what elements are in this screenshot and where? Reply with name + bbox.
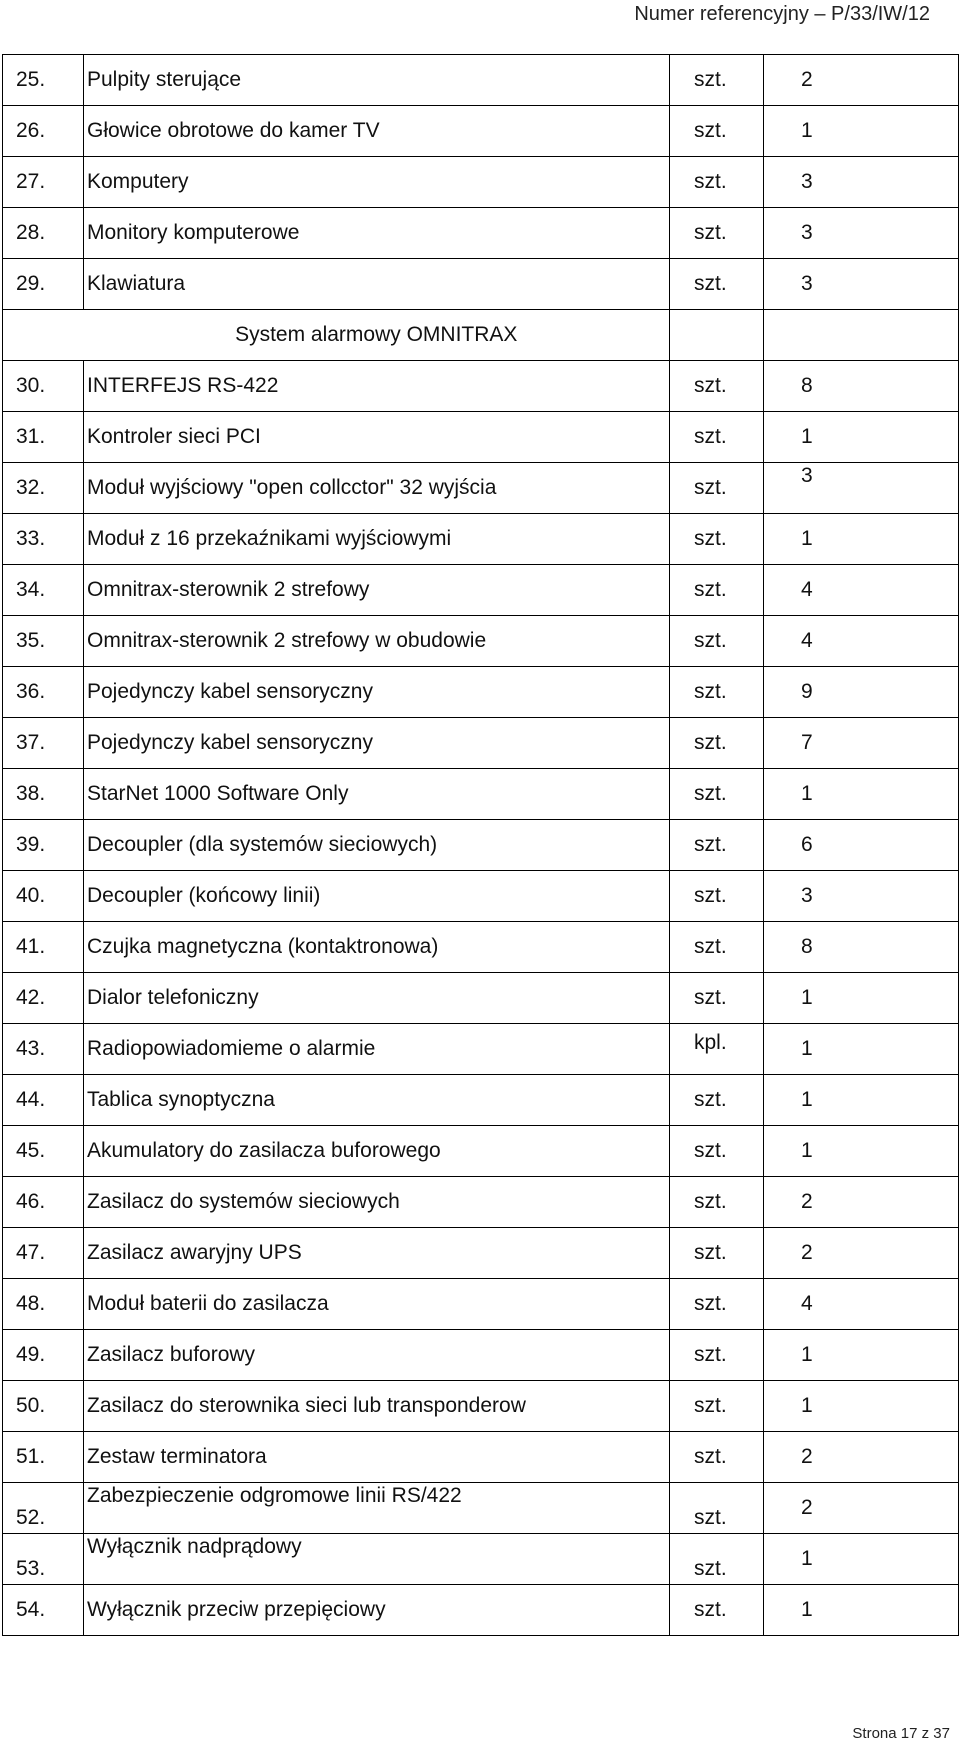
row-number-cell <box>3 820 84 871</box>
row-number: 35. <box>16 629 46 652</box>
quantity-cell <box>764 871 959 922</box>
row-number: 34. <box>16 578 46 601</box>
quantity-cell <box>764 361 959 412</box>
quantity-cell <box>764 463 959 514</box>
quantity-cell <box>764 1075 959 1126</box>
table-row <box>3 1228 959 1279</box>
unit-cell <box>670 1483 764 1534</box>
item-name: Monitory komputerowe <box>87 221 300 244</box>
unit: szt. <box>694 119 727 142</box>
reference-number: Numer referencyjny – P/33/IW/12 <box>634 3 930 25</box>
unit: szt. <box>694 935 727 958</box>
unit: szt. <box>694 527 727 550</box>
unit: szt. <box>694 170 727 193</box>
unit: szt. <box>694 1445 727 1468</box>
unit-cell <box>670 463 764 514</box>
row-number: 48. <box>16 1292 46 1315</box>
item-name-cell <box>84 1381 670 1432</box>
row-number-cell <box>3 1330 84 1381</box>
unit: szt. <box>694 578 727 601</box>
row-number: 45. <box>16 1139 46 1162</box>
quantity: 7 <box>801 731 813 754</box>
quantity-cell <box>764 922 959 973</box>
row-number-cell <box>3 157 84 208</box>
row-number-cell <box>3 1024 84 1075</box>
unit-cell <box>670 1432 764 1483</box>
item-name-cell <box>84 106 670 157</box>
item-name-cell <box>84 871 670 922</box>
table-row <box>3 820 959 871</box>
row-number-cell <box>3 1228 84 1279</box>
item-name: Zasilacz buforowy <box>87 1343 256 1366</box>
quantity: 1 <box>801 1088 813 1111</box>
quantity-cell <box>764 718 959 769</box>
quantity: 2 <box>801 68 813 91</box>
row-number-cell <box>3 922 84 973</box>
unit: szt. <box>694 731 727 754</box>
table-row <box>3 463 959 514</box>
item-name-cell <box>84 1177 670 1228</box>
row-number-cell <box>3 718 84 769</box>
row-number-cell <box>3 1483 84 1534</box>
quantity: 3 <box>801 464 813 487</box>
quantity-cell <box>764 1024 959 1075</box>
quantity-cell <box>764 208 959 259</box>
item-name: Głowice obrotowe do kamer TV <box>87 119 380 142</box>
quantity: 1 <box>801 1139 813 1162</box>
quantity: 1 <box>801 1547 813 1570</box>
quantity: 1 <box>801 782 813 805</box>
quantity-cell <box>764 1585 959 1636</box>
table-row <box>3 718 959 769</box>
unit-cell <box>670 412 764 463</box>
item-name: Moduł baterii do zasilacza <box>87 1292 329 1315</box>
unit-cell <box>670 1330 764 1381</box>
row-number: 33. <box>16 527 46 550</box>
item-name-cell <box>84 463 670 514</box>
section-cell-blank <box>670 310 764 361</box>
quantity: 2 <box>801 1241 813 1264</box>
quantity: 9 <box>801 680 813 703</box>
quantity: 8 <box>801 935 813 958</box>
row-number-cell <box>3 1126 84 1177</box>
unit-cell <box>670 1177 764 1228</box>
item-name-cell <box>84 769 670 820</box>
item-name: Czujka magnetyczna (kontaktronowa) <box>87 935 439 958</box>
unit: szt. <box>694 1343 727 1366</box>
unit-cell <box>670 1534 764 1585</box>
row-number: 39. <box>16 833 46 856</box>
row-number: 32. <box>16 476 46 499</box>
quantity-cell <box>764 769 959 820</box>
item-name-cell <box>84 667 670 718</box>
unit: szt. <box>694 272 727 295</box>
quantity-cell <box>764 106 959 157</box>
row-number-cell <box>3 412 84 463</box>
item-name-cell <box>84 361 670 412</box>
unit-cell <box>670 1585 764 1636</box>
item-name-cell <box>84 1126 670 1177</box>
unit: szt. <box>694 68 727 91</box>
item-name-cell <box>84 1279 670 1330</box>
quantity: 6 <box>801 833 813 856</box>
row-number-cell <box>3 1432 84 1483</box>
quantity: 2 <box>801 1496 813 1519</box>
quantity: 1 <box>801 986 813 1009</box>
unit: szt. <box>694 680 727 703</box>
item-name: Decoupler (końcowy linii) <box>87 884 321 907</box>
unit: szt. <box>694 629 727 652</box>
quantity: 1 <box>801 425 813 448</box>
item-name-cell <box>84 1483 670 1534</box>
unit: szt. <box>694 884 727 907</box>
item-name: Zasilacz do systemów sieciowych <box>87 1190 400 1213</box>
row-number: 43. <box>16 1037 46 1060</box>
row-number-cell <box>3 55 84 106</box>
item-name-cell <box>84 1534 670 1585</box>
row-number: 31. <box>16 425 46 448</box>
quantity-cell <box>764 259 959 310</box>
table-row <box>3 769 959 820</box>
row-number-cell <box>3 514 84 565</box>
quantity: 2 <box>801 1445 813 1468</box>
item-name: INTERFEJS RS-422 <box>87 374 279 397</box>
row-number-cell <box>3 1279 84 1330</box>
quantity-cell <box>764 514 959 565</box>
unit-cell <box>670 871 764 922</box>
unit-cell <box>670 1126 764 1177</box>
unit-cell <box>670 106 764 157</box>
quantity-cell <box>764 565 959 616</box>
unit-cell <box>670 361 764 412</box>
row-number-cell <box>3 769 84 820</box>
item-name-cell <box>84 1024 670 1075</box>
table-row <box>3 1534 959 1585</box>
row-number: 41. <box>16 935 46 958</box>
quantity: 1 <box>801 1343 813 1366</box>
equipment-table <box>2 54 959 1636</box>
item-name: Zasilacz awaryjny UPS <box>87 1241 302 1264</box>
unit-cell <box>670 208 764 259</box>
row-number: 28. <box>16 221 46 244</box>
section-row <box>3 310 959 361</box>
unit: szt. <box>694 1394 727 1417</box>
row-number: 40. <box>16 884 46 907</box>
item-name-cell <box>84 616 670 667</box>
row-number-cell <box>3 259 84 310</box>
unit-cell <box>670 1024 764 1075</box>
unit: szt. <box>694 1088 727 1111</box>
row-number: 42. <box>16 986 46 1009</box>
row-number: 36. <box>16 680 46 703</box>
item-name: Wyłącznik przeciw przepięciowy <box>87 1598 386 1621</box>
item-name-cell <box>84 157 670 208</box>
item-name-cell <box>84 1228 670 1279</box>
row-number-cell <box>3 973 84 1024</box>
item-name-cell <box>84 208 670 259</box>
unit-cell <box>670 1279 764 1330</box>
item-name: Decoupler (dla systemów sieciowych) <box>87 833 438 856</box>
quantity-cell <box>764 973 959 1024</box>
row-number-cell <box>3 667 84 718</box>
quantity: 3 <box>801 221 813 244</box>
quantity-cell <box>764 55 959 106</box>
item-name: Wyłącznik nadprądowy <box>87 1535 302 1558</box>
unit-cell <box>670 55 764 106</box>
unit: szt. <box>694 1190 727 1213</box>
unit: szt. <box>694 1241 727 1264</box>
row-number-cell <box>3 361 84 412</box>
unit-cell <box>670 1075 764 1126</box>
quantity-cell <box>764 1432 959 1483</box>
item-name-cell <box>84 1585 670 1636</box>
quantity-cell <box>764 667 959 718</box>
quantity-cell <box>764 412 959 463</box>
unit: szt. <box>694 1506 727 1529</box>
item-name: Komputery <box>87 170 189 193</box>
item-name: Zestaw terminatora <box>87 1445 267 1468</box>
item-name: Moduł wyjściowy "open collcctor" 32 wyjścia <box>87 476 497 499</box>
unit: szt. <box>694 476 727 499</box>
item-name: Zasilacz do sterownika sieci lub transponderow <box>87 1394 526 1417</box>
table-row <box>3 1126 959 1177</box>
unit: szt. <box>694 1139 727 1162</box>
quantity: 1 <box>801 1394 813 1417</box>
table-row <box>3 1381 959 1432</box>
item-name: Pulpity sterujące <box>87 68 242 91</box>
unit-cell <box>670 922 764 973</box>
quantity: 2 <box>801 1190 813 1213</box>
item-name: Radiopowiadomieme o alarmie <box>87 1037 376 1060</box>
row-number: 51. <box>16 1445 46 1468</box>
row-number: 30. <box>16 374 46 397</box>
unit: szt. <box>694 833 727 856</box>
quantity-cell <box>764 820 959 871</box>
row-number: 29. <box>16 272 46 295</box>
item-name: Zabezpieczenie odgromowe linii RS/422 <box>87 1484 462 1507</box>
row-number: 44. <box>16 1088 46 1111</box>
item-name: Moduł z 16 przekaźnikami wyjściowymi <box>87 527 452 550</box>
quantity-cell <box>764 1483 959 1534</box>
unit-cell <box>670 157 764 208</box>
item-name: Kontroler sieci PCI <box>87 425 261 448</box>
table-row <box>3 55 959 106</box>
table-row <box>3 922 959 973</box>
item-name-cell <box>84 412 670 463</box>
item-name: Tablica synoptyczna <box>87 1088 275 1111</box>
table-row <box>3 1585 959 1636</box>
unit: szt. <box>694 1557 727 1580</box>
quantity: 3 <box>801 170 813 193</box>
unit-cell <box>670 820 764 871</box>
quantity-cell <box>764 1177 959 1228</box>
row-number-cell <box>3 1381 84 1432</box>
item-name-cell <box>84 1432 670 1483</box>
quantity: 4 <box>801 1292 813 1315</box>
section-cell-blank <box>764 310 959 361</box>
quantity-cell <box>764 616 959 667</box>
table-row <box>3 1024 959 1075</box>
table-row <box>3 361 959 412</box>
row-number-cell <box>3 1177 84 1228</box>
row-number: 53. <box>16 1557 46 1580</box>
row-number: 26. <box>16 119 46 142</box>
quantity-cell <box>764 1330 959 1381</box>
table-row <box>3 1075 959 1126</box>
item-name: Dialor telefoniczny <box>87 986 259 1009</box>
page-number: Strona 17 z 37 <box>852 1725 950 1742</box>
table-row <box>3 667 959 718</box>
table-row <box>3 871 959 922</box>
unit-cell <box>670 973 764 1024</box>
row-number-cell <box>3 208 84 259</box>
unit: szt. <box>694 221 727 244</box>
unit-cell <box>670 565 764 616</box>
quantity-cell <box>764 1126 959 1177</box>
row-number-cell <box>3 871 84 922</box>
table-row <box>3 1432 959 1483</box>
item-name: StarNet 1000 Software Only <box>87 782 349 805</box>
row-number: 46. <box>16 1190 46 1213</box>
row-number: 25. <box>16 68 46 91</box>
item-name: Omnitrax-sterownik 2 strefowy w obudowie <box>87 629 487 652</box>
row-number-cell <box>3 1075 84 1126</box>
unit-cell <box>670 514 764 565</box>
table-row <box>3 565 959 616</box>
item-name-cell <box>84 565 670 616</box>
table-row <box>3 973 959 1024</box>
unit: kpl. <box>694 1031 727 1054</box>
quantity-cell <box>764 1279 959 1330</box>
table-row <box>3 1483 959 1534</box>
quantity-cell <box>764 1381 959 1432</box>
row-number-cell <box>3 565 84 616</box>
unit-cell <box>670 769 764 820</box>
item-name-cell <box>84 514 670 565</box>
row-number: 49. <box>16 1343 46 1366</box>
table-row <box>3 1279 959 1330</box>
row-number: 37. <box>16 731 46 754</box>
table-row <box>3 106 959 157</box>
table-row <box>3 157 959 208</box>
row-number: 52. <box>16 1506 46 1529</box>
section-cell-blank <box>3 310 84 361</box>
row-number-cell <box>3 106 84 157</box>
table-row <box>3 1330 959 1381</box>
section-title: System alarmowy OMNITRAX <box>84 310 670 361</box>
unit-cell <box>670 1228 764 1279</box>
unit: szt. <box>694 1598 727 1621</box>
item-name: Pojedynczy kabel sensoryczny <box>87 680 373 703</box>
quantity: 1 <box>801 119 813 142</box>
item-name: Klawiatura <box>87 272 186 295</box>
item-name-cell <box>84 922 670 973</box>
row-number-cell <box>3 463 84 514</box>
table-row <box>3 616 959 667</box>
row-number-cell <box>3 1585 84 1636</box>
item-name: Pojedynczy kabel sensoryczny <box>87 731 373 754</box>
unit-cell <box>670 259 764 310</box>
row-number: 38. <box>16 782 46 805</box>
unit: szt. <box>694 986 727 1009</box>
unit: szt. <box>694 782 727 805</box>
row-number: 54. <box>16 1598 46 1621</box>
row-number: 27. <box>16 170 46 193</box>
quantity-cell <box>764 1228 959 1279</box>
quantity: 1 <box>801 1598 813 1621</box>
item-name-cell <box>84 259 670 310</box>
quantity-cell <box>764 157 959 208</box>
quantity: 4 <box>801 629 813 652</box>
item-name-cell <box>84 973 670 1024</box>
item-name-cell <box>84 1075 670 1126</box>
row-number: 47. <box>16 1241 46 1264</box>
quantity: 1 <box>801 527 813 550</box>
unit: szt. <box>694 425 727 448</box>
item-name-cell <box>84 820 670 871</box>
unit: szt. <box>694 1292 727 1315</box>
row-number-cell <box>3 1534 84 1585</box>
unit-cell <box>670 667 764 718</box>
item-name-cell <box>84 1330 670 1381</box>
unit: szt. <box>694 374 727 397</box>
row-number-cell <box>3 616 84 667</box>
quantity: 3 <box>801 272 813 295</box>
table-row <box>3 208 959 259</box>
quantity: 8 <box>801 374 813 397</box>
unit-cell <box>670 1381 764 1432</box>
row-number: 50. <box>16 1394 46 1417</box>
quantity: 3 <box>801 884 813 907</box>
quantity: 1 <box>801 1037 813 1060</box>
table-row <box>3 1177 959 1228</box>
quantity: 4 <box>801 578 813 601</box>
table-row <box>3 514 959 565</box>
unit-cell <box>670 718 764 769</box>
item-name: Akumulatory do zasilacza buforowego <box>87 1139 441 1162</box>
item-name-cell <box>84 718 670 769</box>
quantity-cell <box>764 1534 959 1585</box>
table-row <box>3 259 959 310</box>
item-name: Omnitrax-sterownik 2 strefowy <box>87 578 370 601</box>
table-row <box>3 412 959 463</box>
unit-cell <box>670 616 764 667</box>
item-name-cell <box>84 55 670 106</box>
